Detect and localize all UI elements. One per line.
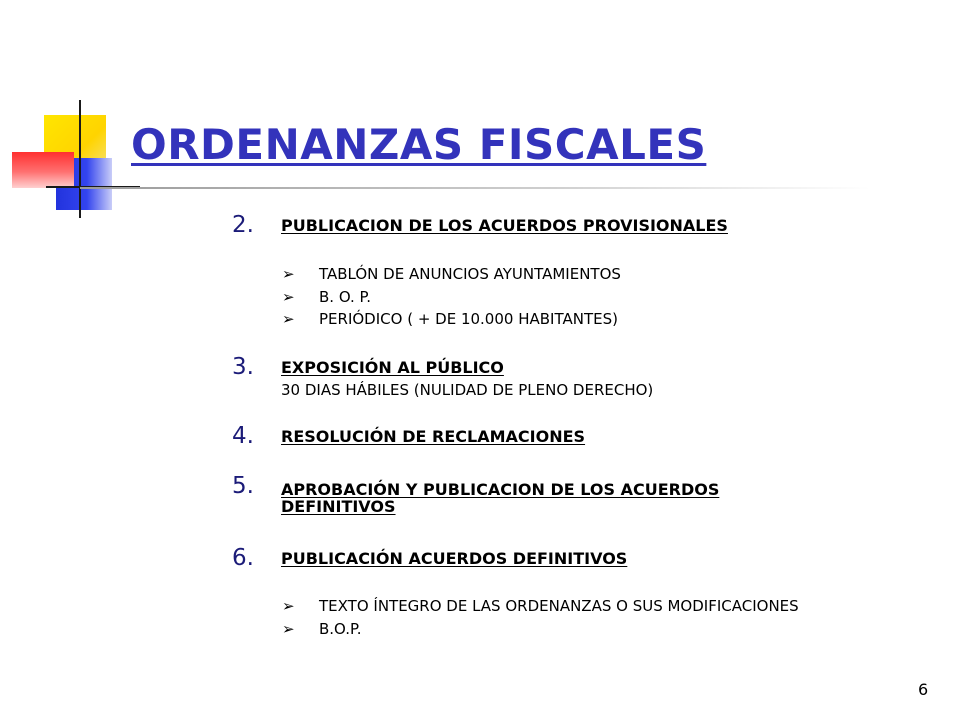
slide-title: ORDENANZAS FISCALES	[131, 120, 707, 169]
page-number: 6	[918, 680, 929, 699]
item-number: 4.	[232, 423, 254, 449]
item-number: 5.	[232, 473, 254, 499]
item-number: 3.	[232, 354, 254, 380]
arrowhead-bullet-icon: ➢	[282, 310, 295, 328]
item-heading: EXPOSICIÓN AL PÚBLICO	[281, 358, 504, 377]
vertical-line	[79, 100, 81, 218]
title-underline-rule	[80, 187, 870, 189]
arrowhead-bullet-icon: ➢	[282, 620, 295, 638]
arrowhead-bullet-icon: ➢	[282, 597, 295, 615]
bullet-item: TABLÓN DE ANUNCIOS AYUNTAMIENTOS	[319, 265, 621, 283]
item-heading: RESOLUCIÓN DE RECLAMACIONES	[281, 427, 586, 446]
item-heading: PUBLICACION DE LOS ACUERDOS PROVISIONALES	[281, 216, 728, 235]
arrowhead-bullet-icon: ➢	[282, 288, 295, 306]
decorative-squares-logo	[0, 100, 140, 220]
bullet-item: PERIÓDICO ( + DE 10.000 HABITANTES)	[319, 310, 618, 328]
item-note: 30 DIAS HÁBILES (NULIDAD DE PLENO DERECHO)	[281, 381, 654, 399]
arrowhead-bullet-icon: ➢	[282, 265, 295, 283]
bullet-item: TEXTO ÍNTEGRO DE LAS ORDENANZAS O SUS MODIFICACIONES	[319, 597, 799, 615]
bullet-item: B. O. P.	[319, 288, 372, 306]
item-heading: APROBACIÓN Y PUBLICACION DE LOS ACUERDOS DEFINITIVOS	[281, 480, 720, 516]
red-square	[12, 152, 74, 188]
item-number: 2.	[232, 212, 254, 238]
bullet-item: B.O.P.	[319, 620, 362, 638]
item-heading: PUBLICACIÓN ACUERDOS DEFINITIVOS	[281, 549, 628, 568]
item-number: 6.	[232, 545, 254, 571]
